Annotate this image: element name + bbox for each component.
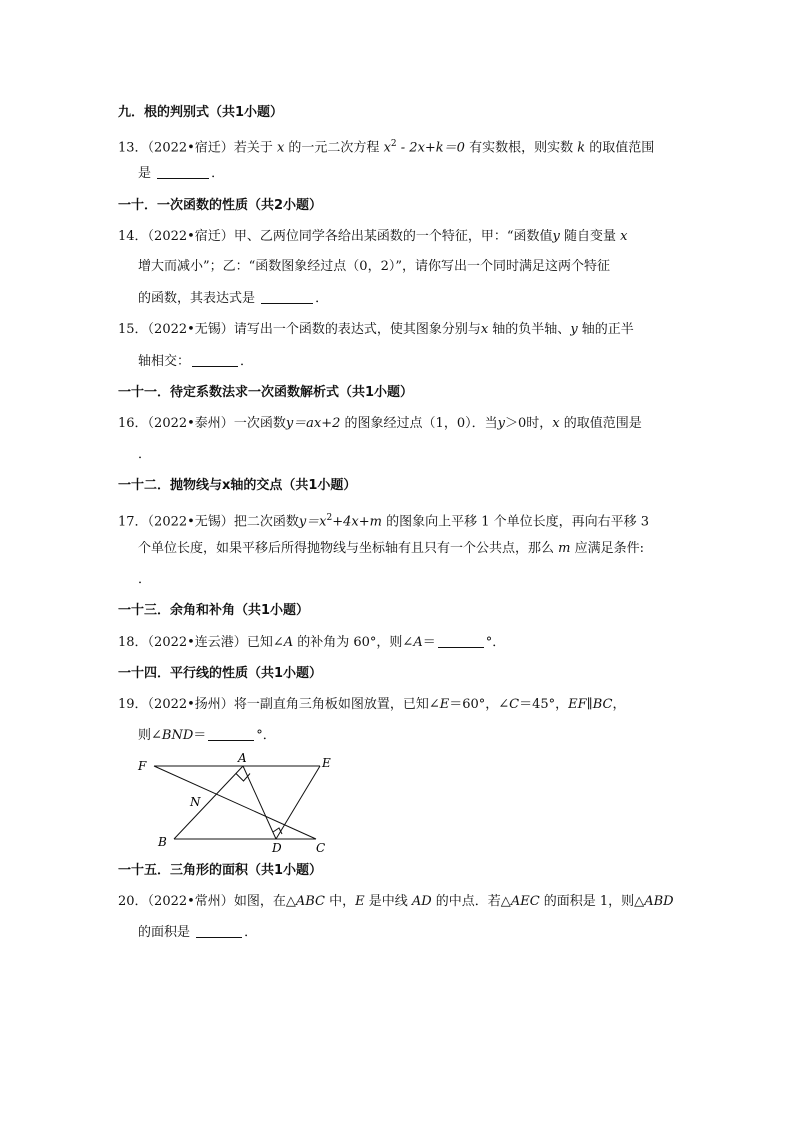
question-source: （2022•无锡） xyxy=(147,514,234,530)
segment-ba xyxy=(174,766,243,839)
label-a: A xyxy=(238,751,247,765)
answer-blank[interactable] xyxy=(196,924,242,938)
question-source: （2022•常州） xyxy=(147,894,234,909)
answer-blank[interactable] xyxy=(438,634,484,648)
question-19-line-1: 19．（2022•扬州）将一副直角三角板如图放置，已知∠E＝60°，∠C＝45°，EF∥BC， xyxy=(118,697,626,712)
question-15-line-2: 轴相交： ． xyxy=(138,354,254,369)
label-c: C xyxy=(316,841,326,855)
question-source: （2022•宿迁） xyxy=(147,229,234,244)
question-number: 17． xyxy=(118,514,148,530)
question-14-line-2: 增大而减小”；乙：“函数图象经过点（0，2）”，请你写出一个同时满足这两个特征 xyxy=(138,259,610,274)
question-16-line-1: 16．（2022•泰州）一次函数y＝ax+2 的图象经过点（1，0）．当y＞0时，x 的取值范围是 xyxy=(118,416,642,431)
section-heading-15: 一十五．三角形的面积（共1小题） xyxy=(118,863,323,878)
section-heading-9: 九．根的判别式（共1小题） xyxy=(118,105,284,120)
question-19-line-2: 则∠BND＝ °． xyxy=(138,728,276,743)
section-heading-11: 一十一．待定系数法求一次函数解析式（共1小题） xyxy=(118,385,414,400)
label-n: N xyxy=(190,795,201,809)
label-f: F xyxy=(138,759,147,773)
question-17-line-2: 个单位长度，如果平移后所得抛物线与坐标轴有且只有一个公共点，那么 m 应满足条件: xyxy=(138,541,644,556)
segment-fc xyxy=(154,766,316,839)
question-number: 20． xyxy=(118,894,148,909)
question-18-line-1: 18．（2022•连云港）已知∠A 的补角为 60°，则∠A＝ °． xyxy=(118,635,506,650)
answer-blank[interactable] xyxy=(157,165,209,179)
question-number: 19． xyxy=(118,697,148,712)
right-angle-mark-d xyxy=(273,828,282,834)
section-heading-12: 一十二．抛物线与x轴的交点（共1小题） xyxy=(118,478,357,493)
question-14-line-1: 14．（2022•宿迁）甲、乙两位同学各给出某函数的一个特征，甲：“函数值y 随自变量 x xyxy=(118,229,628,244)
question-source: （2022•无锡） xyxy=(147,322,234,337)
question-16-line-2: ． xyxy=(138,447,152,462)
question-source: （2022•扬州） xyxy=(147,697,234,712)
question-17-line-1: 17．（2022•无锡）把二次函数$y=x^2+4x+m$ 的图象向上平移 1 个单位长度，再向右平移 3 xyxy=(118,513,650,530)
question-13-line-2: 是 ． xyxy=(138,166,225,181)
question-number: 16． xyxy=(118,416,148,431)
question-source: （2022•宿迁） xyxy=(147,140,234,156)
answer-blank[interactable] xyxy=(208,727,254,741)
section-heading-13: 一十三．余角和补角（共1小题） xyxy=(118,603,310,618)
question-13-line-1: 13．（2022•宿迁）若关于 x 的一元二次方程 $x^2 - 2x+k=0$ 有实数根，则实数 k 的取值范围 xyxy=(118,139,655,156)
label-b: B xyxy=(158,835,167,849)
question-number: 14． xyxy=(118,229,148,244)
answer-blank[interactable] xyxy=(261,290,313,304)
question-source: （2022•泰州） xyxy=(147,416,234,431)
question-20-line-2: 的面积是 ． xyxy=(138,925,258,940)
question-source: （2022•连云港） xyxy=(147,635,247,650)
section-heading-14: 一十四．平行线的性质（共1小题） xyxy=(118,666,323,681)
question-14-line-3: 的函数，其表达式是 ． xyxy=(138,291,329,306)
label-e: E xyxy=(322,756,331,770)
answer-blank[interactable] xyxy=(192,353,238,367)
question-number: 18． xyxy=(118,635,148,650)
question-20-line-1: 20．（2022•常州）如图，在△ABC 中，E 是中线 AD 的中点．若△AEC 的面积是 1，则△ABD xyxy=(118,894,674,909)
geometry-figure xyxy=(130,748,350,856)
segment-ad xyxy=(243,766,276,839)
section-heading-10: 一十．一次函数的性质（共2小题） xyxy=(118,198,323,213)
question-15-line-1: 15．（2022•无锡）请写出一个函数的表达式，使其图象分别与x 轴的负半轴、y 轴的正半 xyxy=(118,322,634,337)
question-17-line-3: ． xyxy=(138,572,152,587)
question-number: 15． xyxy=(118,322,148,337)
question-number: 13． xyxy=(118,140,148,156)
segment-ed xyxy=(276,766,320,839)
label-d: D xyxy=(272,841,282,855)
